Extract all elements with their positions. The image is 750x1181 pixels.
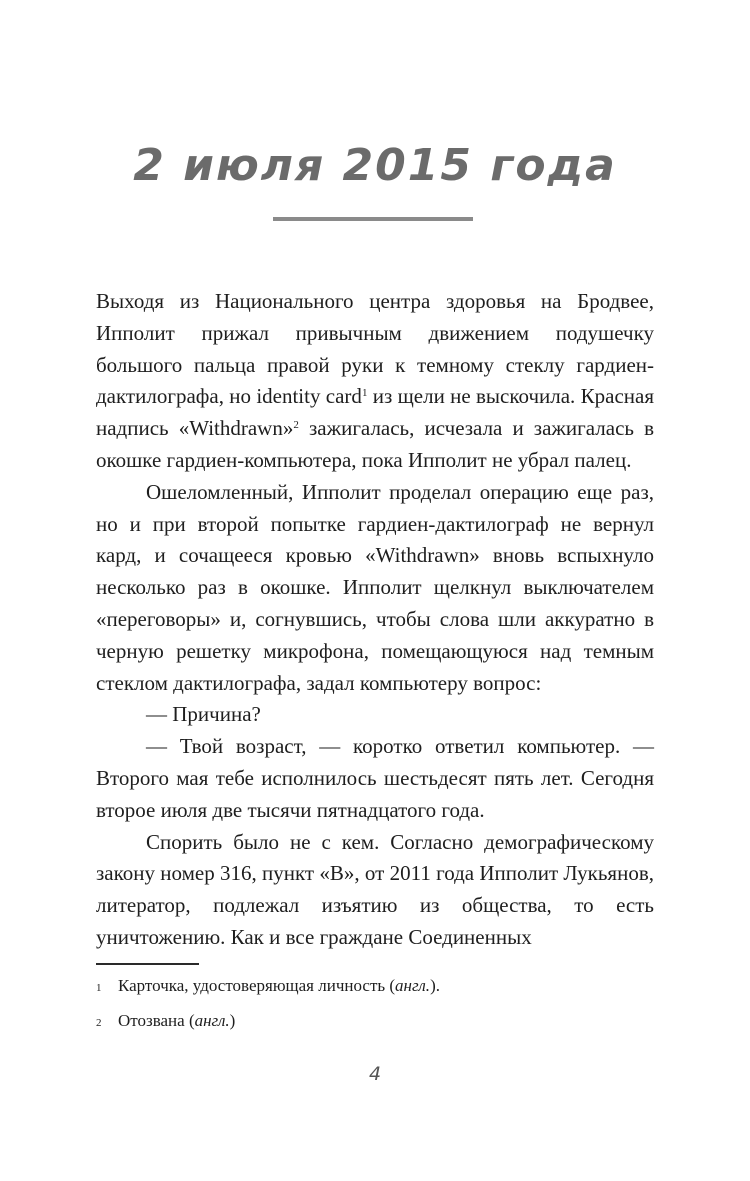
page-number: 4 [368,1063,382,1085]
title-divider [273,217,473,221]
paragraph-text: Выходя из Национального центра здоровья на Бродвее, Ипполит прижал привычным движением подушечку большого пальца правой руки к темному стеклу гардиен-дактилографа, но identity card [96,289,654,409]
paragraph [96,286,654,477]
footnote-text: Отозвана (англ.) [118,1011,236,1030]
body-text [96,286,654,954]
paragraph: Спорить было не с кем. Согласно демографическому закону номер 316, пункт «В», от 2011 года Ипполит Лукьянов, литератор, подлежал изъятию из общества, то есть уничтожению. Как и все граждане Соединенных [96,829,654,949]
paragraph: — Причина? [146,702,261,727]
footnote [96,975,656,999]
paragraph: Ошеломленный, Ипполит проделал операцию еще раз, но и при второй попытке гардиен-дактилограф не вернул кард, и сочащееся кровью «Withdrawn» вновь вспыхнуло несколько раз в окошке. Ипполит щелкнул выключателем «переговоры» и, согнувшись, чтобы слова шли аккуратно в черную решетку микрофона, помещающуюся над темным стеклом дактилографа, задал компьютеру вопрос: [96,479,654,695]
footnote-ref[interactable]: 1 [361,387,368,400]
footnote-divider [96,963,199,965]
footnote-ref[interactable]: 2 [293,419,299,432]
paragraph-text: из щели не выскочила. Красная надпись «Withdrawn» [96,384,654,441]
chapter-title: 2 июля 2015 года [133,140,617,191]
paragraph-text: зажигалась, исчезала и зажигалась в окошке гардиен-компьютера, пока Ипполит не убрал палец. [96,416,654,472]
footnote-number: 2 [96,1017,102,1029]
paragraph: — Твой возраст, — коротко ответил компьютер. — Второго мая тебе исполнилось шестьдесят пять лет. Сегодня второе июля две тысячи пятнадцатого года. [96,734,654,822]
footnotes [96,975,656,1045]
footnote-text: Карточка, удостоверяющая личность (англ.). [118,976,440,995]
footnote-number: 1 [96,982,102,994]
footnote [96,1010,656,1034]
